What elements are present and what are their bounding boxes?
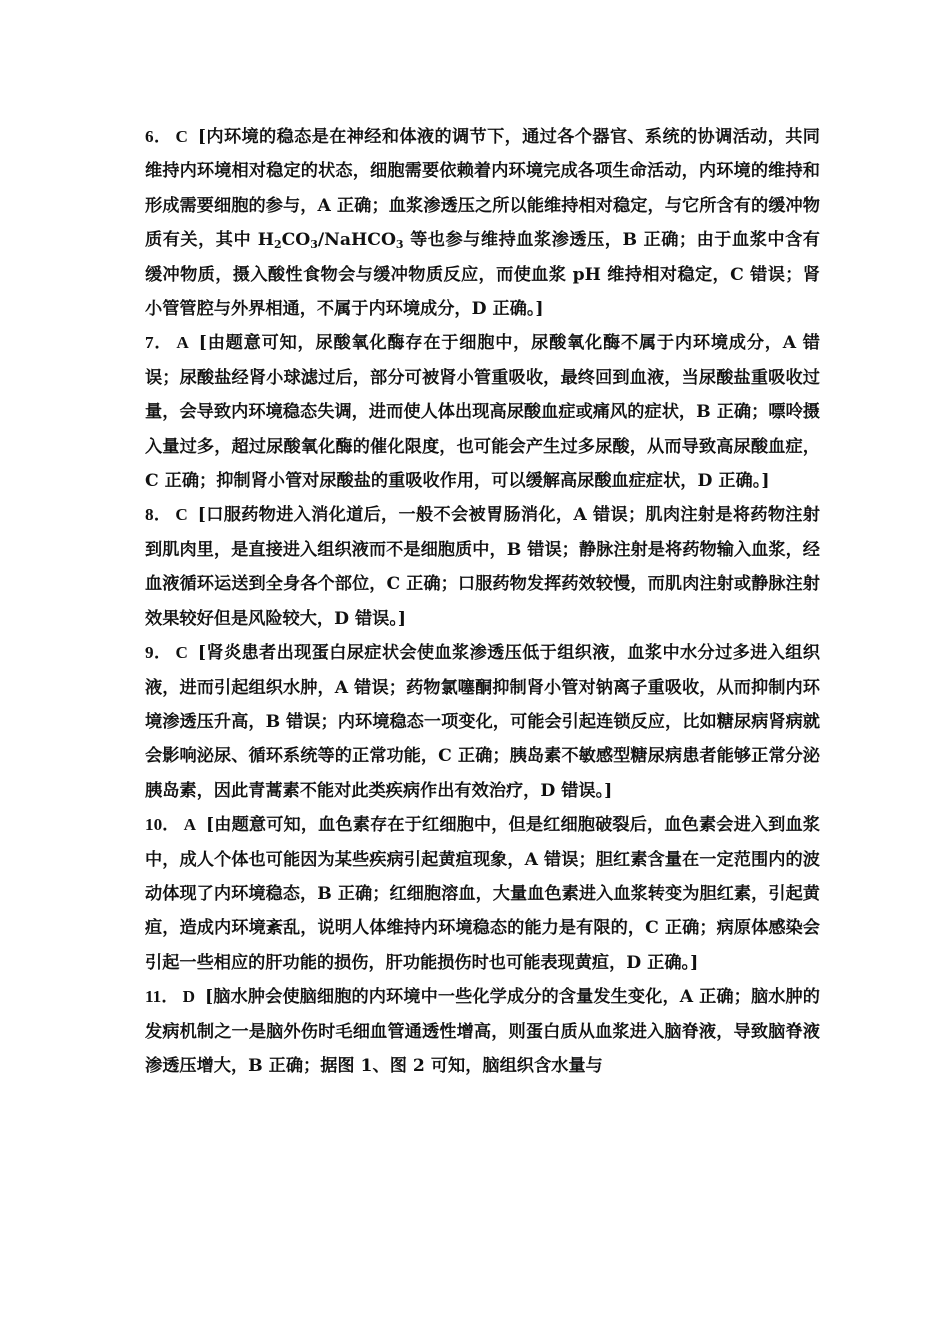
question-number: 6． — [145, 127, 172, 146]
subscript: 2 — [273, 238, 282, 252]
answer-10 — [145, 808, 820, 980]
answer-explanation-rest: 等也参与维持血浆渗透压，B 正确；由于血浆中含有缓冲物质，摄入酸性食物会与缓冲物质反应，而使血浆 pH 维持相对稳定，C 错误；肾小管管腔与外界相通，不属于内环境成分，D 正确。] — [145, 230, 820, 320]
answer-9 — [145, 636, 820, 808]
answer-letter: C — [175, 643, 188, 663]
answer-explanation: [肾炎患者出现蛋白尿症状会使血浆渗透压低于组织液，血浆中水分过多进入组织液，进而引起组织水肿，A 错误；药物氯噻酮抑制肾小管对钠离子重吸收，从而抑制内环境渗透压升高，B 错误；内环境稳态一项变化，可能会引起连锁反应，比如糖尿病肾病就会影响泌尿、循环系统等的正常功能，C 正确；胰岛素不敏感型糖尿病患者能够正常分泌胰岛素，因此青蒿素不能对此类疾病作出有效治疗，D 错误。] — [145, 643, 820, 801]
answer-letter: C — [175, 505, 188, 525]
question-number: 8． — [145, 505, 172, 525]
answer-letter: C — [175, 127, 188, 146]
question-number: 7． — [145, 333, 173, 353]
answer-explanation: [由题意可知，尿酸氧化酶存在于细胞中，尿酸氧化酶不属于内环境成分，A 错误；尿酸盐经肾小球滤过后，部分可被肾小管重吸收，最终回到血液，当尿酸盐重吸收过量，会导致内环境稳态失调，进而使人体出现高尿酸血症或痛风的症状，B 正确；嘌呤摄入量过多，超过尿酸氧化酶的催化限度，也可能会产生过多尿酸，从而导致高尿酸血症，C 正确；抑制肾小管对尿酸盐的重吸收作用，可以缓解高尿酸血症症状，D 正确。] — [145, 333, 820, 492]
question-number: 11． — [145, 987, 179, 1007]
subscript: 3 — [395, 238, 404, 252]
answer-letter: A — [176, 333, 189, 353]
answer-8 — [145, 498, 820, 636]
answer-letter: A — [183, 815, 197, 835]
answer-explanation: [口服药物进入消化道后，一般不会被胃肠消化，A 错误；肌肉注射是将药物注射到肌肉里，是直接进入组织液而不是细胞质中，B 错误；静脉注射是将药物输入血浆，经血液循环运送到全身各个部位，C 正确；口服药物发挥药效较慢，而肌肉注射或静脉注射效果较好但是风险较大，D 错误。] — [145, 505, 820, 629]
question-number: 9． — [145, 643, 172, 663]
answer-explanation: [内环境的稳态是在神经和体液的调节下，通过各个器官、系统的协调活动，共同维持内环境相对稳定的状态，细胞需要依赖着内环境完成各项生命活动，内环境的维持和形成需要细胞的参与，A 正确；血浆渗透压之所以能维持相对稳定，与它所含有的缓冲物质有关，其中 H — [145, 127, 820, 251]
answer-11 — [145, 980, 820, 1083]
subscript: 3 — [310, 238, 318, 252]
formula-part: /NaHCO — [317, 230, 396, 251]
formula-part: CO — [281, 230, 311, 251]
answer-7 — [145, 326, 820, 498]
question-number: 10． — [145, 815, 180, 835]
answer-document — [145, 120, 820, 1083]
answer-letter: D — [182, 987, 196, 1007]
answer-explanation: [脑水肿会使脑细胞的内环境中一些化学成分的含量发生变化，A 正确；脑水肿的发病机制之一是脑外伤时毛细血管通透性增高，则蛋白质从血浆进入脑脊液，导致脑脊液渗透压增大，B 正确；据图 1、图 2 可知，脑组织含水量与 — [145, 987, 820, 1076]
answer-explanation: [由题意可知，血色素存在于红细胞中，但是红细胞破裂后，血色素会进入到血浆中，成人个体也可能因为某些疾病引起黄疸现象，A 错误；胆红素含量在一定范围内的波动体现了内环境稳态，B 正确；红细胞溶血，大量血色素进入血浆转变为胆红素，引起黄疸，造成内环境紊乱，说明人体维持内环境稳态的能力是有限的，C 正确；病原体感染会引起一些相应的肝功能的损伤，肝功能损伤时也可能表现黄疸，D 正确。] — [145, 815, 820, 973]
answer-6 — [145, 120, 820, 326]
